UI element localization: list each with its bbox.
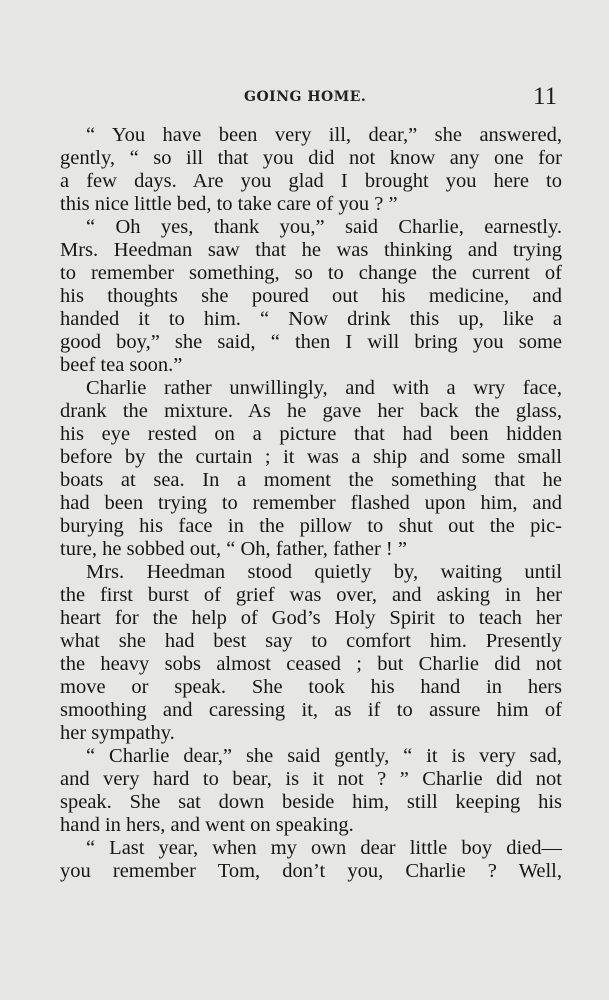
text-line: smoothing and caressing it, as if to assure him of — [60, 699, 562, 721]
text-line: his thoughts she poured out his medicine, and — [60, 285, 562, 307]
text-line: this nice little bed, to take care of you ? ” — [60, 193, 398, 215]
text-line: the heavy sobs almost ceased ; but Charlie did not — [60, 653, 562, 675]
text-line: Charlie rather unwillingly, and with a wry face, — [86, 377, 562, 399]
text-line: hand in hers, and went on speaking. — [60, 814, 354, 836]
text-line: “ Oh yes, thank you,” said Charlie, earnestly. — [86, 216, 562, 238]
text-line: Mrs. Heedman saw that he was thinking and trying — [60, 239, 562, 261]
page-header — [0, 81, 609, 111]
text-line: a few days. Are you glad I brought you here to — [60, 170, 562, 192]
text-line: his eye rested on a picture that had been hidden — [60, 423, 562, 445]
text-line: move or speak. She took his hand in hers — [60, 676, 562, 698]
text-line: “ You have been very ill, dear,” she answered, — [86, 124, 562, 146]
page-number: 11 — [533, 83, 558, 110]
text-line: what she had best say to comfort him. Presently — [60, 630, 562, 652]
text-line: Mrs. Heedman stood quietly by, waiting until — [86, 561, 562, 583]
text-line: gently, “ so ill that you did not know any one for — [60, 147, 562, 169]
text-line: to remember something, so to change the current of — [60, 262, 562, 284]
text-line: the first burst of grief was over, and asking in her — [60, 584, 562, 606]
text-line: you remember Tom, don’t you, Charlie ? Well, — [60, 860, 562, 882]
running-head: GOING HOME. — [244, 89, 367, 105]
text-line: “ Last year, when my own dear little boy died— — [86, 837, 562, 859]
text-line: and very hard to bear, is it not ? ” Charlie did not — [60, 768, 562, 790]
body-text — [60, 124, 562, 883]
text-line: “ Charlie dear,” she said gently, “ it is very sad, — [86, 745, 562, 767]
text-line: heart for the help of God’s Holy Spirit to teach her — [60, 607, 562, 629]
text-line: burying his face in the pillow to shut out the pic- — [60, 515, 562, 537]
text-line: drank the mixture. As he gave her back the glass, — [60, 400, 562, 422]
text-line: before by the curtain ; it was a ship and some small — [60, 446, 562, 468]
text-line: ture, he sobbed out, “ Oh, father, father ! ” — [60, 538, 407, 560]
text-line: her sympathy. — [60, 722, 175, 744]
text-line: speak. She sat down beside him, still keeping his — [60, 791, 562, 813]
text-line: boats at sea. In a moment the something that he — [60, 469, 562, 491]
text-line: beef tea soon.” — [60, 354, 183, 376]
text-line: had been trying to remember flashed upon him, and — [60, 492, 562, 514]
text-line: handed it to him. “ Now drink this up, like a — [60, 308, 562, 330]
text-line: good boy,” she said, “ then I will bring you some — [60, 331, 562, 353]
